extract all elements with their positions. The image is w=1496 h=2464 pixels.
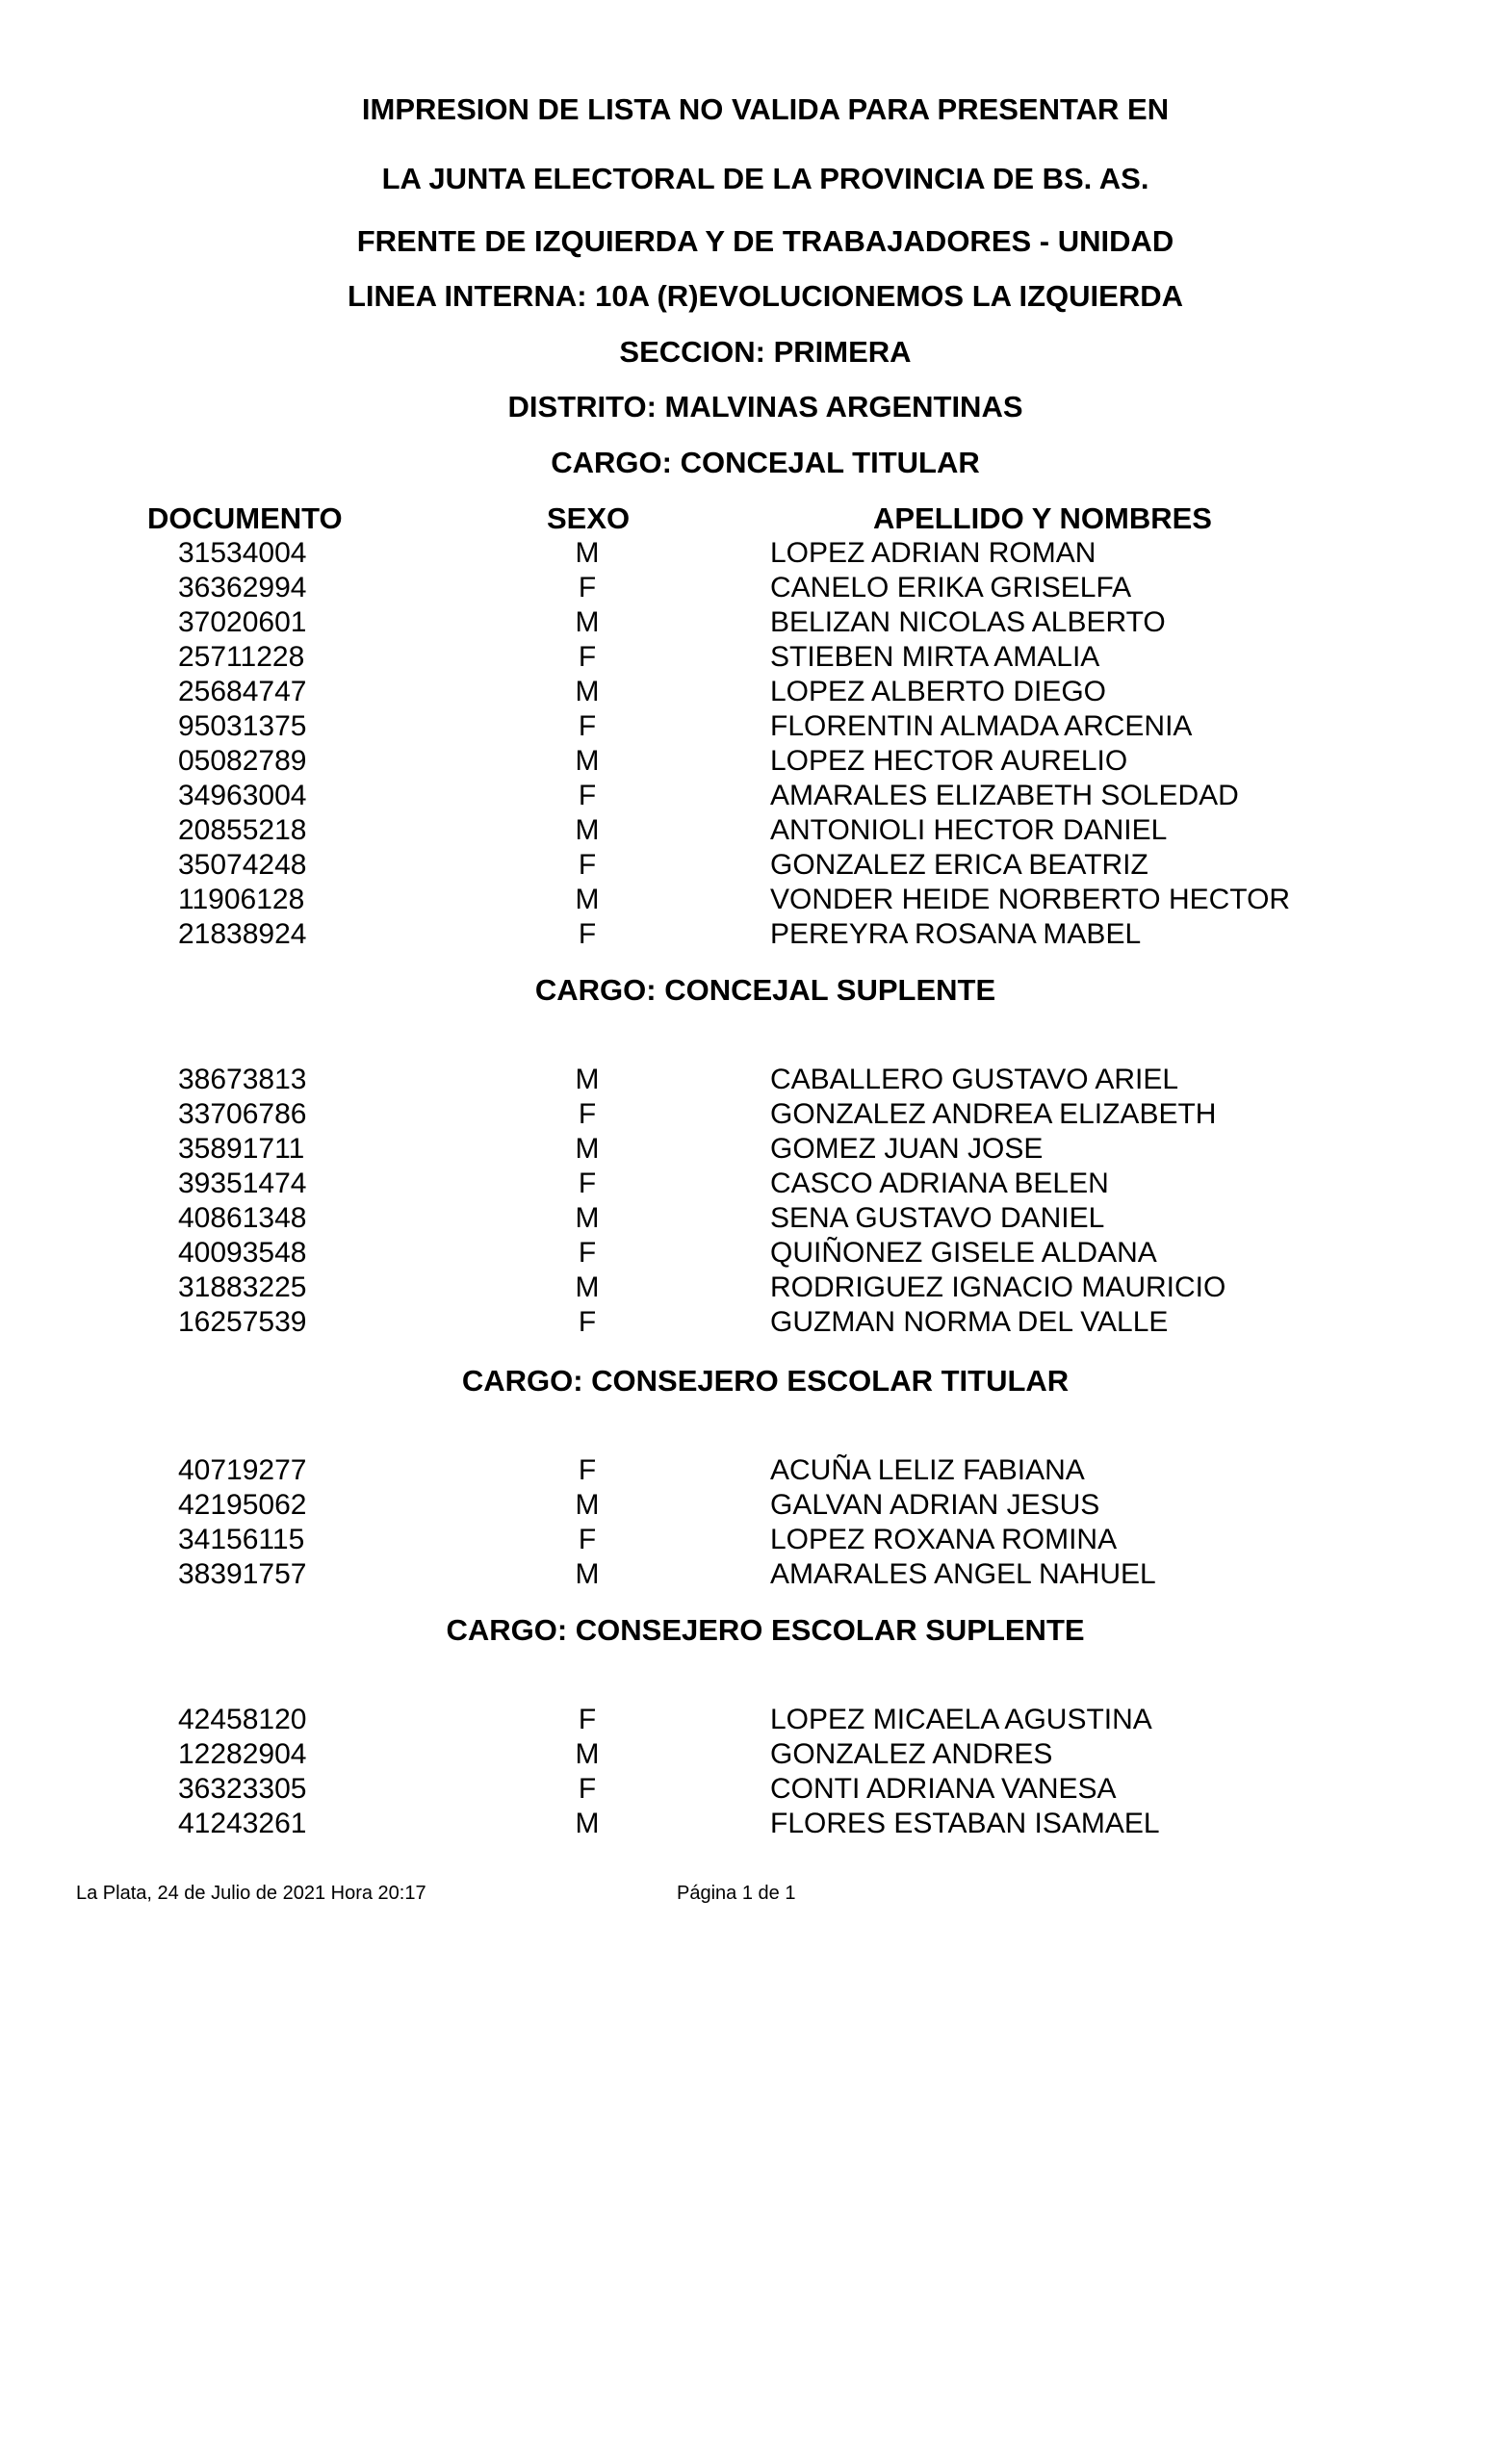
table-row — [0, 1305, 1496, 1340]
nombre-cell: CONTI ADRIANA VANESA — [770, 1773, 1117, 1805]
sexo-cell: M — [575, 1738, 600, 1770]
table-row — [0, 917, 1496, 952]
column-header-apellido-nombres: APELLIDO Y NOMBRES — [873, 501, 1212, 535]
documento-cell: 40861348 — [178, 1202, 307, 1234]
table-row — [0, 709, 1496, 744]
sexo-cell: M — [575, 1064, 600, 1095]
nombre-cell: STIEBEN MIRTA AMALIA — [770, 641, 1100, 673]
table-row — [0, 1488, 1496, 1523]
header-line-3: FRENTE DE IZQUIERDA Y DE TRABAJADORES - UNIDAD — [356, 224, 1174, 258]
header-line-2: LA JUNTA ELECTORAL DE LA PROVINCIA DE BS. AS. — [381, 162, 1149, 195]
sexo-cell: M — [575, 1558, 600, 1590]
documento-cell: 34963004 — [178, 780, 307, 811]
table-row — [0, 1453, 1496, 1488]
nombre-cell: FLORENTIN ALMADA ARCENIA — [770, 710, 1193, 742]
documento-cell: 37020601 — [178, 606, 307, 638]
sexo-cell: M — [575, 745, 600, 777]
documento-cell: 11906128 — [178, 884, 305, 915]
nombre-cell: CABALLERO GUSTAVO ARIEL — [770, 1064, 1179, 1095]
table-row — [0, 1063, 1496, 1097]
table-row — [0, 640, 1496, 675]
nombre-cell: GONZALEZ ANDREA ELIZABETH — [770, 1098, 1217, 1130]
documento-cell: 40093548 — [178, 1237, 307, 1269]
nombre-cell: RODRIGUEZ IGNACIO MAURICIO — [770, 1271, 1226, 1303]
nombre-cell: GOMEZ JUAN JOSE — [770, 1133, 1044, 1165]
section-title-consejero-escolar-suplente: CARGO: CONSEJERO ESCOLAR SUPLENTE — [446, 1613, 1085, 1647]
documento-cell: 20855218 — [178, 814, 307, 846]
nombre-cell: GALVAN ADRIAN JESUS — [770, 1489, 1100, 1521]
documento-cell: 40719277 — [178, 1454, 307, 1486]
sexo-cell: M — [575, 1133, 600, 1165]
table-row — [0, 848, 1496, 883]
documento-cell: 42195062 — [178, 1489, 307, 1521]
nombre-cell: LOPEZ HECTOR AURELIO — [770, 745, 1128, 777]
documento-cell: 41243261 — [178, 1808, 307, 1839]
section-title-concejal-suplente: CARGO: CONCEJAL SUPLENTE — [534, 973, 996, 1007]
sexo-cell: M — [575, 537, 600, 569]
sexo-cell: M — [575, 1202, 600, 1234]
sexo-cell: M — [575, 884, 600, 915]
sexo-cell: F — [578, 572, 597, 603]
documento-cell: 25711228 — [178, 641, 305, 673]
nombre-cell: LOPEZ MICAELA AGUSTINA — [770, 1704, 1152, 1735]
table-row — [0, 1737, 1496, 1772]
table-row — [0, 571, 1496, 605]
section-title-consejero-escolar-titular: CARGO: CONSEJERO ESCOLAR TITULAR — [461, 1364, 1070, 1398]
table-row — [0, 744, 1496, 779]
table-row — [0, 536, 1496, 571]
table-row — [0, 1132, 1496, 1167]
documento-cell: 05082789 — [178, 745, 307, 777]
sexo-cell: M — [575, 676, 600, 707]
sexo-cell: M — [575, 814, 600, 846]
sexo-cell: M — [575, 1489, 600, 1521]
sexo-cell: F — [578, 641, 597, 673]
documento-cell: 42458120 — [178, 1704, 307, 1735]
nombre-cell: VONDER HEIDE NORBERTO HECTOR — [770, 884, 1291, 915]
documento-cell: 36362994 — [178, 572, 307, 603]
column-header-sexo: SEXO — [547, 501, 631, 535]
sexo-cell: F — [578, 1168, 597, 1199]
header-line-5: SECCION: PRIMERA — [619, 335, 912, 369]
documento-cell: 35891711 — [178, 1133, 305, 1165]
nombre-cell: CASCO ADRIANA BELEN — [770, 1168, 1109, 1199]
documento-cell: 36323305 — [178, 1773, 307, 1805]
table-row — [0, 1703, 1496, 1737]
table-row — [0, 1270, 1496, 1305]
documento-cell: 35074248 — [178, 849, 307, 881]
nombre-cell: GUZMAN NORMA DEL VALLE — [770, 1306, 1169, 1338]
sexo-cell: F — [578, 918, 597, 950]
nombre-cell: FLORES ESTABAN ISAMAEL — [770, 1808, 1160, 1839]
sexo-cell: F — [578, 849, 597, 881]
table-row — [0, 1557, 1496, 1592]
table-row — [0, 1236, 1496, 1270]
sexo-cell: F — [578, 1524, 597, 1555]
documento-cell: 39351474 — [178, 1168, 307, 1199]
table-row — [0, 779, 1496, 813]
nombre-cell: GONZALEZ ERICA BEATRIZ — [770, 849, 1148, 881]
nombre-cell: LOPEZ ADRIAN ROMAN — [770, 537, 1096, 569]
table-row — [0, 675, 1496, 709]
header-line-1: IMPRESION DE LISTA NO VALIDA PARA PRESENTAR EN — [361, 92, 1170, 126]
nombre-cell: PEREYRA ROSANA MABEL — [770, 918, 1142, 950]
column-header-documento: DOCUMENTO — [147, 501, 343, 535]
nombre-cell: SENA GUSTAVO DANIEL — [770, 1202, 1105, 1234]
table-row — [0, 813, 1496, 848]
nombre-cell: ACUÑA LELIZ FABIANA — [770, 1454, 1085, 1486]
nombre-cell: LOPEZ ALBERTO DIEGO — [770, 676, 1107, 707]
sexo-cell: F — [578, 1773, 597, 1805]
documento-cell: 21838924 — [178, 918, 307, 950]
nombre-cell: LOPEZ ROXANA ROMINA — [770, 1524, 1118, 1555]
section-rows-concejal-suplente — [0, 1063, 1496, 1340]
nombre-cell: AMARALES ELIZABETH SOLEDAD — [770, 780, 1239, 811]
nombre-cell: QUIÑONEZ GISELE ALDANA — [770, 1237, 1157, 1269]
documento-cell: 33706786 — [178, 1098, 307, 1130]
footer-page-number: Página 1 de 1 — [677, 1883, 796, 1904]
sexo-cell: M — [575, 1271, 600, 1303]
nombre-cell: BELIZAN NICOLAS ALBERTO — [770, 606, 1166, 638]
documento-cell: 95031375 — [178, 710, 307, 742]
documento-cell: 31883225 — [178, 1271, 307, 1303]
sexo-cell: F — [578, 1704, 597, 1735]
section-title-concejal-titular: CARGO: CONCEJAL TITULAR — [551, 446, 980, 479]
documento-cell: 12282904 — [178, 1738, 307, 1770]
documento-cell: 31534004 — [178, 537, 307, 569]
documento-cell: 25684747 — [178, 676, 307, 707]
table-row — [0, 1772, 1496, 1807]
section-rows-consejero-escolar-suplente — [0, 1703, 1496, 1841]
sexo-cell: F — [578, 780, 597, 811]
sexo-cell: M — [575, 606, 600, 638]
sexo-cell: F — [578, 1306, 597, 1338]
table-row — [0, 605, 1496, 640]
documento-cell: 16257539 — [178, 1306, 307, 1338]
table-row — [0, 1201, 1496, 1236]
footer-place-date: La Plata, 24 de Julio de 2021 Hora 20:17 — [76, 1883, 426, 1904]
header-line-4: LINEA INTERNA: 10A (R)EVOLUCIONEMOS LA IZQUIERDA — [347, 279, 1183, 313]
table-row — [0, 1807, 1496, 1841]
table-row — [0, 1097, 1496, 1132]
header-line-6: DISTRITO: MALVINAS ARGENTINAS — [507, 390, 1023, 424]
sexo-cell: F — [578, 710, 597, 742]
sexo-cell: F — [578, 1237, 597, 1269]
sexo-cell: F — [578, 1454, 597, 1486]
documento-cell: 38673813 — [178, 1064, 307, 1095]
sexo-cell: M — [575, 1808, 600, 1839]
table-row — [0, 1523, 1496, 1557]
sexo-cell: F — [578, 1098, 597, 1130]
documento-cell: 38391757 — [178, 1558, 307, 1590]
documento-cell: 34156115 — [178, 1524, 305, 1555]
section-rows-consejero-escolar-titular — [0, 1453, 1496, 1592]
nombre-cell: GONZALEZ ANDRES — [770, 1738, 1053, 1770]
nombre-cell: ANTONIOLI HECTOR DANIEL — [770, 814, 1168, 846]
table-row — [0, 1167, 1496, 1201]
nombre-cell: CANELO ERIKA GRISELFA — [770, 572, 1132, 603]
table-row — [0, 883, 1496, 917]
section-rows-concejal-titular — [0, 536, 1496, 952]
nombre-cell: AMARALES ANGEL NAHUEL — [770, 1558, 1156, 1590]
